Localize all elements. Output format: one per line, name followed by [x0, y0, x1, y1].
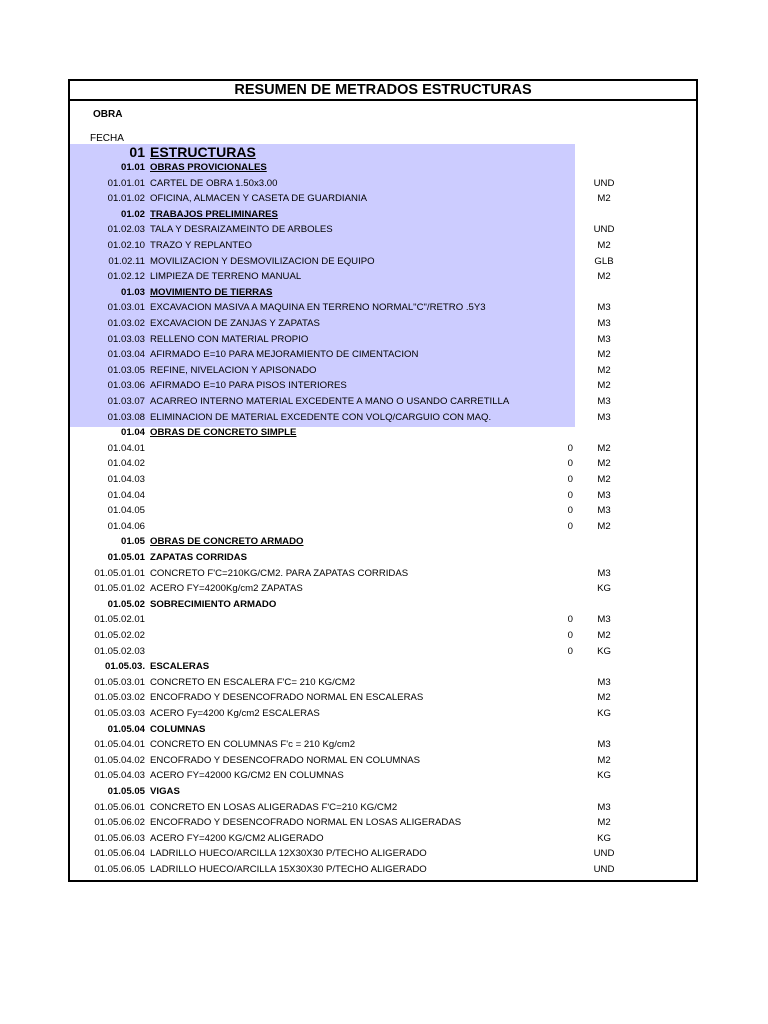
item-code: 01.04 [120, 427, 145, 439]
table-row [68, 363, 698, 379]
item-description: ACERO FY=4200Kg/cm2 ZAPATAS [150, 583, 303, 595]
item-description: OFICINA, ALMACEN Y CASETA DE GUARDIANIA [150, 193, 367, 205]
table-row [68, 800, 698, 816]
item-unit: M2 [597, 349, 611, 361]
item-code: 01.04.06 [107, 520, 145, 532]
item-code: 01.05.03.01 [94, 676, 145, 688]
item-code: 01.05.03.03 [94, 708, 145, 719]
table-row [68, 222, 698, 238]
item-quantity: 0 [567, 614, 573, 626]
item-code: 01.05.04.01 [94, 739, 145, 751]
item-code: 01.03.07 [107, 396, 145, 407]
table-row [68, 254, 698, 270]
table-row [68, 347, 698, 363]
item-description: ESTRUCTURAS [150, 144, 256, 160]
item-code: 01.05.02 [107, 598, 145, 610]
item-unit: M2 [597, 442, 611, 454]
table-row [68, 815, 698, 831]
fecha-label: FECHA [90, 133, 124, 144]
item-code: 01.03.08 [107, 411, 145, 423]
item-description: ESCALERAS [150, 661, 210, 673]
item-unit: M2 [597, 458, 611, 470]
item-unit: M2 [597, 754, 611, 766]
item-unit: KG [597, 645, 611, 657]
item-description: EXCAVACION DE ZANJAS Y ZAPATAS [150, 318, 320, 329]
item-code: 01.05.03. [104, 661, 145, 673]
item-unit: M2 [597, 380, 611, 392]
item-unit: UND [593, 177, 615, 189]
table-row [68, 472, 698, 488]
item-code: 01.04.02 [107, 458, 145, 470]
item-code: 01.05.03.02 [94, 692, 145, 704]
table-row [68, 488, 698, 504]
table-row [68, 519, 698, 535]
item-unit: M3 [597, 505, 611, 517]
item-unit: M2 [597, 520, 611, 532]
table-row [68, 768, 698, 784]
item-unit: M3 [597, 801, 611, 813]
item-unit: M3 [597, 614, 611, 626]
item-code: 01.02.03 [107, 224, 145, 236]
item-quantity: 0 [567, 645, 573, 657]
item-unit: M3 [597, 318, 611, 329]
item-code: 01.01.01 [107, 177, 145, 189]
table-row [68, 737, 698, 753]
item-description: ENCOFRADO Y DESENCOFRADO NORMAL EN ESCALERAS [150, 692, 424, 704]
item-code: 01.05 [120, 536, 145, 548]
item-description: AFIRMADO E=10 PARA MEJORAMIENTO DE CIMENTACION [150, 349, 419, 361]
item-code: 01.05.06.02 [94, 817, 145, 829]
item-description: LADRILLO HUECO/ARCILLA 15X30X30 P/TECHO ALIGERADO [150, 864, 427, 875]
item-unit: M3 [597, 489, 611, 501]
table-row [68, 238, 698, 254]
table-row [68, 378, 698, 394]
table-row [68, 269, 698, 285]
item-unit: UND [593, 848, 615, 860]
item-code: 01.04.03 [107, 474, 145, 485]
item-code: 01.03.06 [107, 380, 145, 392]
item-description: ACARREO INTERNO MATERIAL EXCEDENTE A MANO O USANDO CARRETILLA [150, 396, 510, 407]
item-unit: M2 [597, 193, 611, 205]
item-code: 01.03.04 [107, 349, 145, 361]
table-row [68, 550, 698, 566]
table-row [68, 690, 698, 706]
table-row [68, 300, 698, 316]
table-row [68, 332, 698, 348]
item-description: OBRAS DE CONCRETO ARMADO [150, 536, 304, 548]
item-description: CONCRETO EN ESCALERA F'C= 210 KG/CM2 [150, 676, 356, 688]
table-row [68, 706, 698, 722]
item-unit: UND [593, 864, 615, 875]
item-description: TALA Y DESRAIZAMEINTO DE ARBOLES [150, 224, 333, 236]
table-row [68, 675, 698, 691]
item-unit: M2 [597, 271, 611, 283]
item-code: 01.03.01 [107, 302, 145, 314]
item-description: CONCRETO EN LOSAS ALIGERADAS F'C=210 KG/CM2 [150, 801, 398, 813]
item-code: 01.05.01 [107, 552, 145, 563]
item-description: ACERO FY=42000 KG/CM2 EN COLUMNAS [150, 770, 344, 782]
item-unit: M3 [597, 396, 611, 407]
item-description: CARTEL DE OBRA 1.50x3.00 [150, 177, 278, 189]
table-row [68, 316, 698, 332]
table-row [68, 285, 698, 301]
item-description: ENCOFRADO Y DESENCOFRADO NORMAL EN LOSAS ALIGERADAS [150, 817, 462, 829]
item-code: 01.05.02.02 [94, 630, 145, 641]
item-unit: GLB [594, 255, 614, 267]
item-code: 01.04.04 [107, 489, 145, 501]
item-unit: M3 [597, 333, 611, 345]
table-row [68, 644, 698, 660]
item-unit: M2 [597, 630, 611, 641]
table-row [68, 144, 698, 160]
table-row [68, 456, 698, 472]
item-unit: M3 [597, 411, 611, 423]
item-description: MOVILIZACION Y DESMOVILIZACION DE EQUIPO [150, 255, 375, 267]
item-description: SOBRECIMIENTO ARMADO [150, 598, 277, 610]
item-unit: KG [597, 770, 611, 782]
item-code: 01.02 [120, 208, 145, 220]
table-row [68, 831, 698, 847]
item-code: 01.03.05 [107, 364, 145, 376]
item-unit: M3 [597, 739, 611, 751]
table-row [68, 846, 698, 862]
item-description: CONCRETO EN COLUMNAS F'c = 210 Kg/cm2 [150, 739, 356, 751]
table-row [68, 441, 698, 457]
item-code: 01.05.01.02 [94, 583, 145, 595]
item-description: COLUMNAS [150, 723, 206, 735]
item-quantity: 0 [567, 489, 573, 501]
item-unit: UND [593, 224, 615, 236]
item-quantity: 0 [567, 520, 573, 532]
item-code: 01.02.12 [107, 271, 145, 283]
item-code: 01.05.06.01 [94, 801, 145, 813]
item-description: TRAZO Y REPLANTEO [150, 240, 253, 251]
item-description: ELIMINACION DE MATERIAL EXCEDENTE CON VOLQ/CARGUIO CON MAQ. [150, 411, 492, 423]
table-row [68, 534, 698, 550]
item-unit: M3 [597, 676, 611, 688]
item-unit: M3 [597, 302, 611, 314]
item-unit: M2 [597, 692, 611, 704]
item-description: MOVIMIENTO DE TIERRAS [150, 286, 273, 298]
item-code: 01.01 [120, 162, 145, 173]
item-code: 01.04.05 [107, 505, 145, 517]
item-description: LIMPIEZA DE TERRENO MANUAL [150, 271, 302, 283]
item-unit: M2 [597, 474, 611, 485]
item-description: VIGAS [150, 786, 180, 797]
table-row [68, 784, 698, 800]
item-code: 01.02.10 [107, 240, 145, 251]
item-unit: M3 [597, 567, 611, 579]
table-row [68, 612, 698, 628]
table-row [68, 597, 698, 613]
item-description: EXCAVACION MASIVA A MAQUINA EN TERRENO NORMAL"C"/RETRO .5Y3 [150, 302, 486, 314]
item-description: RELLENO CON MATERIAL PROPIO [150, 333, 309, 345]
table-row [68, 566, 698, 582]
item-code: 01.05.02.01 [94, 614, 145, 626]
item-description: OBRAS DE CONCRETO SIMPLE [150, 427, 297, 439]
item-description: REFINE, NIVELACION Y APISONADO [150, 364, 317, 376]
item-unit: KG [597, 583, 611, 595]
item-quantity: 0 [567, 630, 573, 641]
item-quantity: 0 [567, 442, 573, 454]
item-code: 01.02.11 [108, 255, 145, 267]
item-unit: KG [597, 708, 611, 719]
item-code: 01.05.06.05 [94, 864, 145, 875]
item-code: 01.01.02 [107, 193, 145, 205]
obra-label: OBRA [93, 109, 123, 120]
item-description: CONCRETO F'C=210KG/CM2. PARA ZAPATAS CORRIDAS [150, 567, 409, 579]
item-description: AFIRMADO E=10 PARA PISOS INTERIORES [150, 380, 347, 392]
item-description: TRABAJOS PRELIMINARES [150, 208, 278, 220]
item-unit: M2 [597, 817, 611, 829]
table-row [68, 722, 698, 738]
item-unit: KG [597, 832, 611, 844]
table-row [68, 503, 698, 519]
item-code: 01.03 [120, 286, 145, 298]
item-code: 01.03.03 [107, 333, 145, 345]
item-unit: M2 [597, 240, 611, 251]
item-quantity: 0 [567, 458, 573, 470]
item-code: 01.04.01 [107, 442, 145, 454]
item-description: ACERO FY=4200 KG/CM2 ALIGERADO [150, 832, 324, 844]
table-row [68, 160, 698, 176]
item-code: 01.05.05 [107, 786, 145, 797]
item-code: 01.05.06.03 [94, 832, 145, 844]
item-code: 01.05.04 [107, 723, 145, 735]
table-row [68, 659, 698, 675]
item-description: ACERO Fy=4200 Kg/cm2 ESCALERAS [150, 708, 320, 719]
item-description: OBRAS PROVICIONALES [150, 162, 267, 173]
table-row [68, 581, 698, 597]
table-row [68, 425, 698, 441]
item-unit: M2 [597, 364, 611, 376]
item-code: 01.05.01.01 [94, 567, 145, 579]
item-description: ENCOFRADO Y DESENCOFRADO NORMAL EN COLUMNAS [150, 754, 421, 766]
item-code: 01.05.04.02 [94, 754, 145, 766]
table-row [68, 753, 698, 769]
item-code: 01.05.02.03 [94, 645, 145, 657]
sheet-title: RESUMEN DE METRADOS ESTRUCTURAS [70, 81, 696, 101]
table-row [68, 394, 698, 410]
item-code: 01.05.04.03 [94, 770, 145, 782]
table-row [68, 191, 698, 207]
item-code: 01 [129, 144, 145, 160]
item-code: 01.05.06.04 [94, 848, 145, 860]
table-row [68, 176, 698, 192]
item-code: 01.03.02 [107, 318, 145, 329]
table-row [68, 862, 698, 878]
item-description: ZAPATAS CORRIDAS [150, 552, 247, 563]
table-row [68, 410, 698, 426]
item-description: LADRILLO HUECO/ARCILLA 12X30X30 P/TECHO ALIGERADO [150, 848, 427, 860]
item-quantity: 0 [567, 474, 573, 485]
item-quantity: 0 [567, 505, 573, 517]
table-row [68, 207, 698, 223]
table-row [68, 628, 698, 644]
